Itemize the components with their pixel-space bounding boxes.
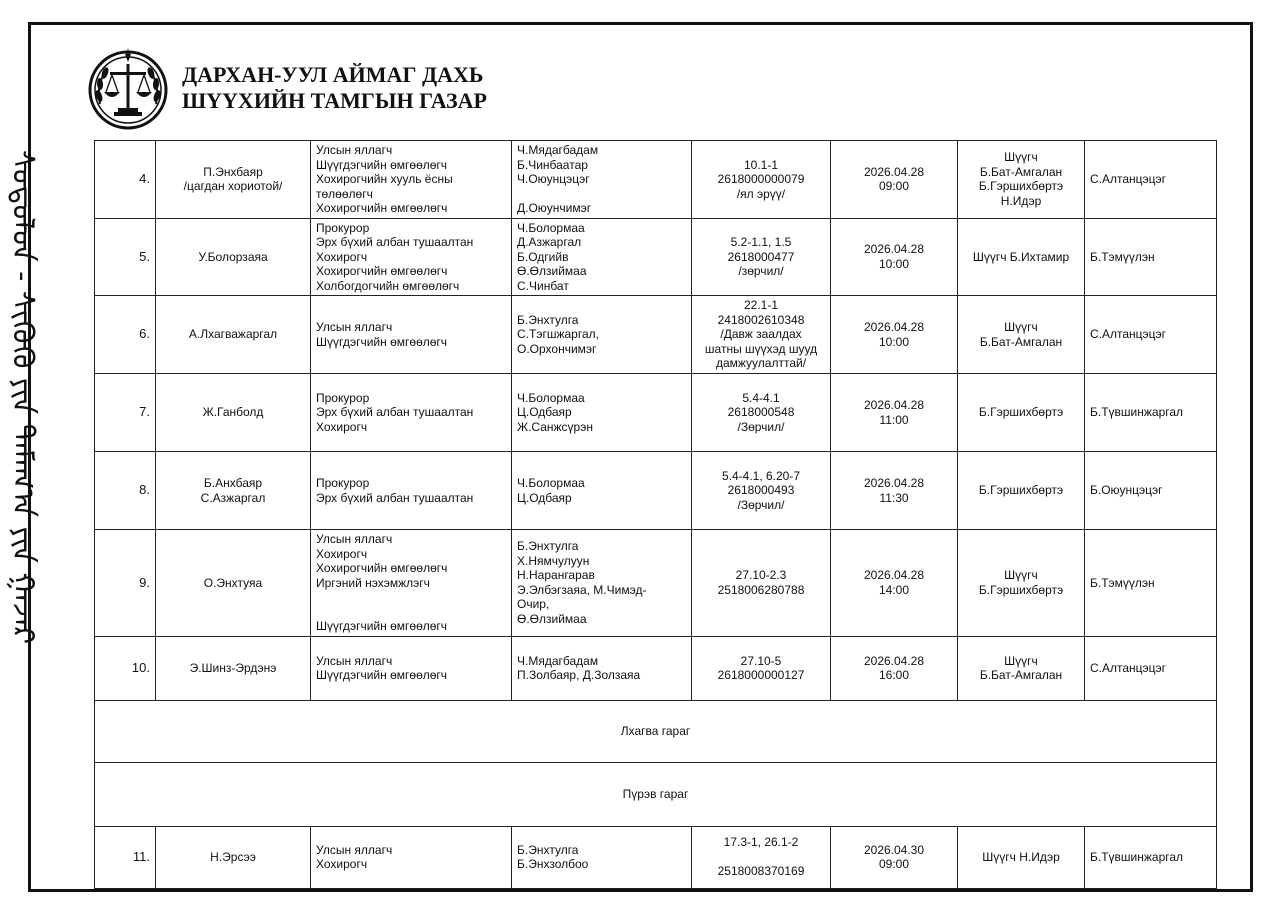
participant-names-line: Ц.Одбаяр: [517, 405, 572, 420]
participant-roles-line: Улсын яллагч: [316, 842, 393, 857]
presiding-judge-line: Б.Гэршихбөртэ: [978, 483, 1064, 498]
participant-names-line: Ч.Болормаа: [517, 476, 585, 490]
participant-roles: [311, 826, 512, 888]
court-clerk: С.Алтанцэцэг: [1085, 296, 1217, 374]
hearing-datetime: [831, 826, 958, 888]
participant-roles-line: [316, 605, 506, 620]
participant-roles-line: Шүүгдэгчийн өмгөөлөгч: [316, 157, 448, 172]
participant-names-line: Ч.Мядагбадам: [517, 653, 599, 668]
presiding-judge-line: Шүүгч Б.Ихтамир: [972, 249, 1070, 264]
hearing-datetime-line: 10:00: [878, 334, 910, 349]
defendant-name-line: /цагдан хориотой/: [183, 179, 283, 194]
presiding-judge-line: Б.Гэршихбөртэ: [978, 582, 1064, 597]
presiding-judge: [958, 141, 1085, 219]
defendant-name: [156, 296, 311, 374]
defendant-name: [156, 826, 311, 888]
hearing-datetime-line: 09:00: [878, 857, 910, 871]
case-article-number-line: 2618000477: [727, 249, 795, 264]
participant-names-line: Ө.Өлзиймаа: [517, 264, 587, 278]
table-row: [95, 141, 1217, 219]
case-article-number-line: 2618000000079: [717, 172, 805, 186]
participant-names-line: П.Золбаяр, Д.Золзаяа: [517, 668, 641, 682]
hearing-datetime: [831, 141, 958, 219]
case-article-number: [692, 374, 831, 452]
case-article-number-line: 22.1-1: [743, 298, 779, 313]
case-article-number-line: 2518006280788: [717, 582, 805, 597]
participant-names-line: Э.Элбэгзаяа, М.Чимэд-: [517, 582, 647, 597]
hearing-datetime: [831, 452, 958, 530]
participant-names-line: Б.Энхтулга: [517, 842, 579, 857]
case-article-number-line: 17.3-1, 26.1-2: [723, 835, 799, 850]
hearing-datetime-line: 2026.04.28: [863, 398, 925, 412]
participant-names-line: Д.Оюунчимэг: [517, 201, 592, 215]
presiding-judge: [958, 374, 1085, 452]
participant-roles: [311, 218, 512, 296]
case-article-number: [692, 452, 831, 530]
participant-names-line: [517, 187, 686, 202]
case-article-number-line: 5.4-4.1: [742, 390, 780, 405]
hearing-datetime-line: 2026.04.30: [863, 842, 925, 857]
defendant-name: [156, 218, 311, 296]
participant-roles-line: Иргэний нэхэмжлэгч: [316, 575, 430, 590]
participant-names: [512, 636, 692, 700]
participant-names: [512, 296, 692, 374]
hearing-datetime: [831, 530, 958, 637]
participant-roles-line: Хохирогч: [316, 419, 368, 434]
hearing-datetime-line: 2026.04.28: [863, 242, 925, 257]
court-clerk: Б.Түвшинжаргал: [1085, 374, 1217, 452]
participant-roles-line: Улсын яллагч: [316, 143, 393, 157]
participant-roles: [311, 452, 512, 530]
vertical-mongolian-script: ᠰᠤᠳᠤᠯᠤᠨ - ᠰᠢᠭᠦᠬᠦ ᠶᠢᠨ ᠲᠠᠮᠠᠭ᠎ᠠ ᠶᠢᠨ ᠭᠠᠵᠠᠷ: [5, 150, 40, 645]
defendant-name-line: А.Лхагважаргал: [188, 327, 278, 342]
presiding-judge-line: Шүүгч: [1004, 568, 1038, 583]
hearing-datetime-line: 16:00: [878, 668, 910, 682]
hearing-datetime: [831, 296, 958, 374]
case-article-number: [692, 218, 831, 296]
participant-roles-line: Эрх бүхий албан тушаалтан: [316, 235, 474, 249]
participant-roles-line: Шүүгдэгчийн өмгөөлөгч: [316, 668, 448, 682]
court-clerk: Б.Оюунцэцэг: [1085, 452, 1217, 530]
participant-roles-line: [316, 590, 506, 605]
participant-roles-line: Холбогдогчийн өмгөөлөгч: [316, 278, 460, 293]
participant-names-line: Ц.Одбаяр: [517, 490, 572, 505]
presiding-judge: [958, 530, 1085, 637]
defendant-name-line: Б.Анхбаяр: [203, 476, 263, 490]
hearing-datetime-line: 10:00: [878, 256, 910, 271]
case-article-number-line: 2618000548: [727, 405, 795, 420]
hearing-datetime-line: 11:00: [879, 412, 909, 427]
court-clerk: Б.Тэмүүлэн: [1085, 530, 1217, 637]
day-separator-row: [95, 700, 1217, 762]
court-clerk: Б.Тэмүүлэн: [1085, 218, 1217, 296]
participant-roles-line: Хохирогчийн өмгөөлөгч: [316, 264, 448, 278]
participant-roles-line: Улсын яллагч: [316, 653, 393, 668]
presiding-judge: [958, 636, 1085, 700]
presiding-judge-line: Б.Гэршихбөртэ: [978, 405, 1064, 420]
hearing-datetime-line: 2026.04.28: [863, 476, 925, 490]
hearing-datetime-line: 11:30: [879, 490, 909, 505]
participant-roles-line: Хохирогч: [316, 249, 368, 264]
table-row: [95, 374, 1217, 452]
case-article-number: [692, 141, 831, 219]
presiding-judge-line: Б.Бат-Амгалан: [979, 334, 1063, 349]
hearing-datetime-line: 2026.04.28: [863, 164, 925, 179]
case-article-number-line: 2618000000127: [717, 668, 805, 682]
participant-names: [512, 530, 692, 637]
case-article-number-line: 5.4-4.1, 6.20-7: [721, 468, 801, 483]
participant-names-line: С.Тэгшжаргал,: [517, 327, 599, 342]
row-number: 11.: [95, 826, 156, 888]
participant-names-line: Д.Азжаргал: [517, 235, 582, 249]
court-title-line2: ШҮҮХИЙН ТАМГЫН ГАЗАР: [182, 88, 487, 113]
table-row: [95, 218, 1217, 296]
case-article-number-line: /Зөрчил/: [737, 419, 785, 434]
participant-roles-line: Хохирогч: [316, 546, 368, 561]
row-number: 8.: [95, 452, 156, 530]
table-row: [95, 826, 1217, 888]
participant-roles-line: Эрх бүхий албан тушаалтан: [316, 405, 474, 420]
case-article-number: [692, 530, 831, 637]
row-number: 5.: [95, 218, 156, 296]
defendant-name-line: Н.Эрсээ: [210, 849, 256, 864]
participant-roles-line: Шүүгдэгчийн өмгөөлөгч: [316, 334, 448, 349]
case-article-number-line: /Давж заалдах: [720, 327, 802, 342]
presiding-judge: [958, 218, 1085, 296]
case-article-number-line: 2418002610348: [717, 312, 805, 327]
presiding-judge-line: Н.Идэр: [1000, 193, 1042, 208]
case-article-number-line: 27.10-5: [740, 653, 782, 668]
participant-roles-line: Хохирогчийн өмгөөлөгч: [316, 201, 448, 215]
participant-roles-line: Эрх бүхий албан тушаалтан: [316, 490, 474, 505]
participant-names-line: Очир,: [517, 597, 550, 612]
court-clerk: С.Алтанцэцэг: [1085, 636, 1217, 700]
hearing-datetime-line: 14:00: [878, 582, 910, 597]
day-separator-row: [95, 762, 1217, 826]
hearing-datetime-line: 09:00: [878, 179, 910, 194]
case-article-number-line: дамжуулалттай/: [715, 356, 807, 371]
participant-names-line: Б.Энхзолбоо: [517, 857, 589, 871]
case-article-number-line: 2618000493: [727, 483, 795, 498]
case-article-number-line: /Зөрчил/: [737, 497, 785, 512]
presiding-judge-line: Шүүгч: [1004, 653, 1038, 668]
defendant-name: [156, 374, 311, 452]
presiding-judge-line: Шүүгч: [1004, 320, 1038, 334]
defendant-name: [156, 141, 311, 219]
defendant-name-line: У.Болорзаяа: [198, 249, 268, 264]
case-article-number-line: /зөрчил/: [738, 264, 784, 278]
hearing-datetime-line: 2026.04.28: [863, 320, 925, 334]
participant-names: [512, 452, 692, 530]
participant-names-line: Ж.Санжсүрэн: [517, 419, 593, 434]
participant-roles-line: Хохирогч: [316, 857, 368, 871]
hearing-datetime: [831, 218, 958, 296]
case-article-number-line: /ял эрүү/: [736, 186, 786, 201]
case-article-number: [692, 296, 831, 374]
presiding-judge: [958, 826, 1085, 888]
row-number: 7.: [95, 374, 156, 452]
participant-roles-line: Шүүгдэгчийн өмгөөлөгч: [316, 619, 448, 633]
presiding-judge-line: Шүүгч Н.Идэр: [982, 849, 1060, 864]
participant-names-line: С.Чинбат: [517, 278, 569, 293]
participant-names-line: Ч.Оюунцэцэг: [517, 172, 590, 186]
participant-roles-line: Хохирогчийн хууль ёсны: [316, 172, 453, 186]
participant-names: [512, 826, 692, 888]
participant-roles-line: Улсын яллагч: [316, 320, 393, 334]
participant-names-line: Х.Нямчулуун: [517, 553, 590, 568]
presiding-judge-line: Б.Бат-Амгалан: [979, 668, 1063, 682]
court-title: [182, 62, 487, 114]
case-article-number-line: шатны шүүхэд шууд: [704, 341, 818, 356]
participant-roles: [311, 636, 512, 700]
hearing-datetime-line: 2026.04.28: [863, 568, 925, 583]
table-row: [95, 452, 1217, 530]
case-article-number-line: [697, 850, 825, 865]
defendant-name: [156, 636, 311, 700]
participant-roles-line: Хохирогчийн өмгөөлөгч: [316, 561, 448, 575]
participant-names: [512, 374, 692, 452]
defendant-name: [156, 452, 311, 530]
hearing-schedule-table: [94, 140, 1217, 889]
presiding-judge-line: Шүүгч: [1004, 150, 1038, 165]
defendant-name-line: С.Азжаргал: [200, 490, 266, 505]
defendant-name: [156, 530, 311, 637]
presiding-judge: [958, 452, 1085, 530]
row-number: 4.: [95, 141, 156, 219]
case-article-number-line: 5.2-1.1, 1.5: [730, 235, 792, 249]
participant-names-line: Б.Энхтулга: [517, 539, 579, 554]
case-article-number: [692, 636, 831, 700]
case-article-number: [692, 826, 831, 888]
participant-roles-line: Улсын яллагч: [316, 532, 393, 546]
defendant-name-line: П.Энхбаяр: [203, 164, 263, 179]
court-clerk: Б.Түвшинжаргал: [1085, 826, 1217, 888]
row-number: 6.: [95, 296, 156, 374]
participant-names-line: Ө.Өлзиймаа: [517, 611, 587, 626]
court-title-line1: ДАРХАН-УУЛ АЙМАГ ДАХЬ: [182, 62, 484, 87]
participant-names-line: Б.Энхтулга: [517, 312, 579, 327]
hearing-datetime-line: 2026.04.28: [863, 653, 925, 668]
participant-names-line: Ч.Болормаа: [517, 390, 585, 405]
table-row: [95, 636, 1217, 700]
presiding-judge: [958, 296, 1085, 374]
participant-names-line: Ч.Болормаа: [517, 220, 585, 235]
participant-names-line: Б.Одгийв: [517, 249, 569, 264]
table-row: [95, 296, 1217, 374]
defendant-name-line: Ж.Ганболд: [202, 405, 264, 420]
participant-roles: [311, 530, 512, 637]
participant-roles-line: Прокурор: [316, 476, 370, 490]
participant-names-line: О.Орхончимэг: [517, 341, 597, 356]
row-number: 10.: [95, 636, 156, 700]
defendant-name-line: Э.Шинз-Эрдэнэ: [189, 660, 277, 675]
hearing-datetime: [831, 374, 958, 452]
case-article-number-line: 10.1-1: [743, 157, 779, 172]
day-label: Лхагва гараг: [95, 700, 1217, 762]
scales-of-justice-emblem-icon: [86, 44, 170, 132]
presiding-judge-line: Б.Гэршихбөртэ: [978, 179, 1064, 194]
participant-names-line: Н.Нарангарав: [517, 568, 595, 583]
case-article-number-line: 2518008370169: [717, 864, 805, 879]
participant-roles-line: Прокурор: [316, 220, 370, 235]
presiding-judge-line: Б.Бат-Амгалан: [979, 164, 1063, 179]
case-article-number-line: 27.10-2.3: [735, 568, 787, 583]
participant-names: [512, 141, 692, 219]
participant-roles-line: Прокурор: [316, 390, 370, 405]
day-label: Пүрэв гараг: [95, 762, 1217, 826]
participant-names: [512, 218, 692, 296]
participant-names-line: Ч.Мядагбадам: [517, 143, 599, 157]
hearing-datetime: [831, 636, 958, 700]
participant-names-line: Б.Чинбаатар: [517, 157, 588, 172]
schedule-rows: [95, 141, 1217, 889]
participant-roles: [311, 141, 512, 219]
participant-roles: [311, 296, 512, 374]
participant-roles-line: төлөөлөгч: [316, 186, 373, 201]
participant-roles: [311, 374, 512, 452]
court-clerk: С.Алтанцэцэг: [1085, 141, 1217, 219]
row-number: 9.: [95, 530, 156, 637]
defendant-name-line: О.Энхтуяа: [203, 575, 263, 590]
table-row: [95, 530, 1217, 637]
